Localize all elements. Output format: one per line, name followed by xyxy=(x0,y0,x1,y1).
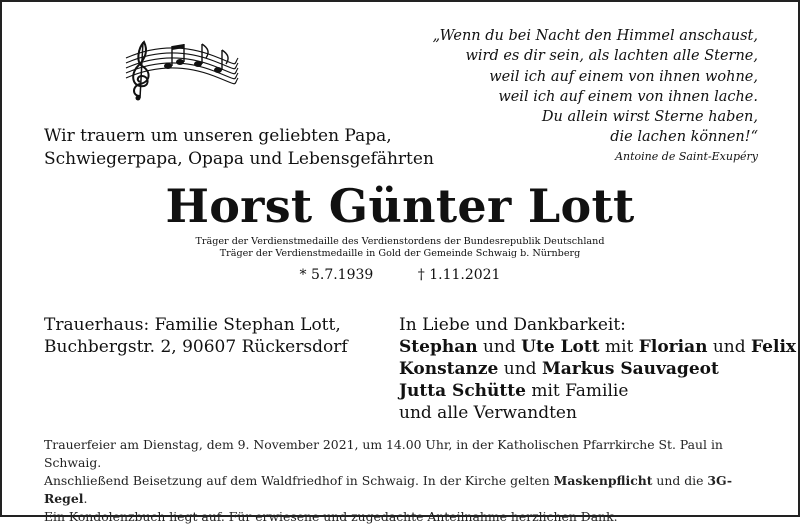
family-member: Ute Lott xyxy=(521,337,600,357)
connector-text: mit Familie xyxy=(525,381,629,401)
family-line xyxy=(399,336,796,358)
awards xyxy=(0,236,800,260)
intro-text xyxy=(44,125,434,171)
family-member: Stephan xyxy=(399,337,478,357)
connector-text: und xyxy=(498,359,542,379)
family-line xyxy=(399,358,796,380)
mourning-house-line: Buchbergstr. 2, 90607 Rückersdorf xyxy=(44,337,348,357)
mourning-house xyxy=(44,314,348,358)
quote-author: Antoine de Saint-Exupéry xyxy=(615,150,758,163)
mask-requirement: Maskenpflicht xyxy=(553,473,653,488)
award-line: Träger der Verdienstmedaille des Verdienstordens der Bundesrepublik Deutschland xyxy=(195,236,605,247)
family-line: und alle Verwandten xyxy=(399,403,577,423)
quote-line: weil ich auf einem von ihnen lache. xyxy=(498,88,758,105)
footer-line xyxy=(44,472,764,508)
3g-rule: 3G-Regel xyxy=(44,473,732,506)
death-date: † 1.11.2021 xyxy=(417,267,501,283)
footer-text: und die xyxy=(652,473,708,488)
family-member: Jutta Schütte xyxy=(399,381,526,401)
family-member: Markus Sauvageot xyxy=(541,359,719,379)
quote-line: „Wenn du bei Nacht den Himmel anschaust, xyxy=(432,28,758,44)
mourning-house-line: Trauerhaus: Familie Stephan Lott, xyxy=(44,315,341,335)
quote-line: die lachen können!“ xyxy=(610,129,758,146)
music-notes-icon xyxy=(118,36,240,106)
award-line: Träger der Verdienstmedaille in Gold der Gemeinde Schwaig b. Nürnberg xyxy=(219,248,581,259)
funeral-info xyxy=(44,436,764,526)
footer-text: Anschließend Beisetzung auf dem Waldfriedhof in Schwaig. In der Kirche gelten xyxy=(44,473,554,488)
intro-line: Wir trauern um unseren geliebten Papa, xyxy=(44,126,392,146)
deceased-name: Horst Günter Lott xyxy=(165,179,635,233)
quote xyxy=(398,26,758,148)
family-member: Felix xyxy=(751,337,797,357)
life-dates xyxy=(0,267,800,283)
connector-text: und xyxy=(707,337,752,357)
quote-line: wird es dir sein, als lachten alle Sterne, xyxy=(465,48,758,65)
footer-text: . xyxy=(83,491,88,506)
connector-text: mit xyxy=(599,337,639,357)
footer-line: Ein Kondolenzbuch liegt auf. Für erwiesene und zugedachte Anteilnahme herzlichen Dank. xyxy=(44,509,618,524)
footer-line: Trauerfeier am Dienstag, dem 9. November 2021, um 14.00 Uhr, in der Katholischen Pfarrkirche St. Paul in Schwaig. xyxy=(44,437,723,470)
birth-date: * 5.7.1939 xyxy=(299,267,374,283)
family-line xyxy=(399,380,796,402)
quote-line: Du allein wirst Sterne haben, xyxy=(541,109,758,126)
family-member: Konstanze xyxy=(399,359,499,379)
family-member: Florian xyxy=(638,337,708,357)
quote-line: weil ich auf einem von ihnen wohne, xyxy=(489,68,758,85)
connector-text: und xyxy=(477,337,522,357)
intro-line: Schwiegerpapa, Opapa und Lebensgefährten xyxy=(44,149,434,169)
family-list xyxy=(399,314,796,424)
family-header: In Liebe und Dankbarkeit: xyxy=(399,315,626,335)
